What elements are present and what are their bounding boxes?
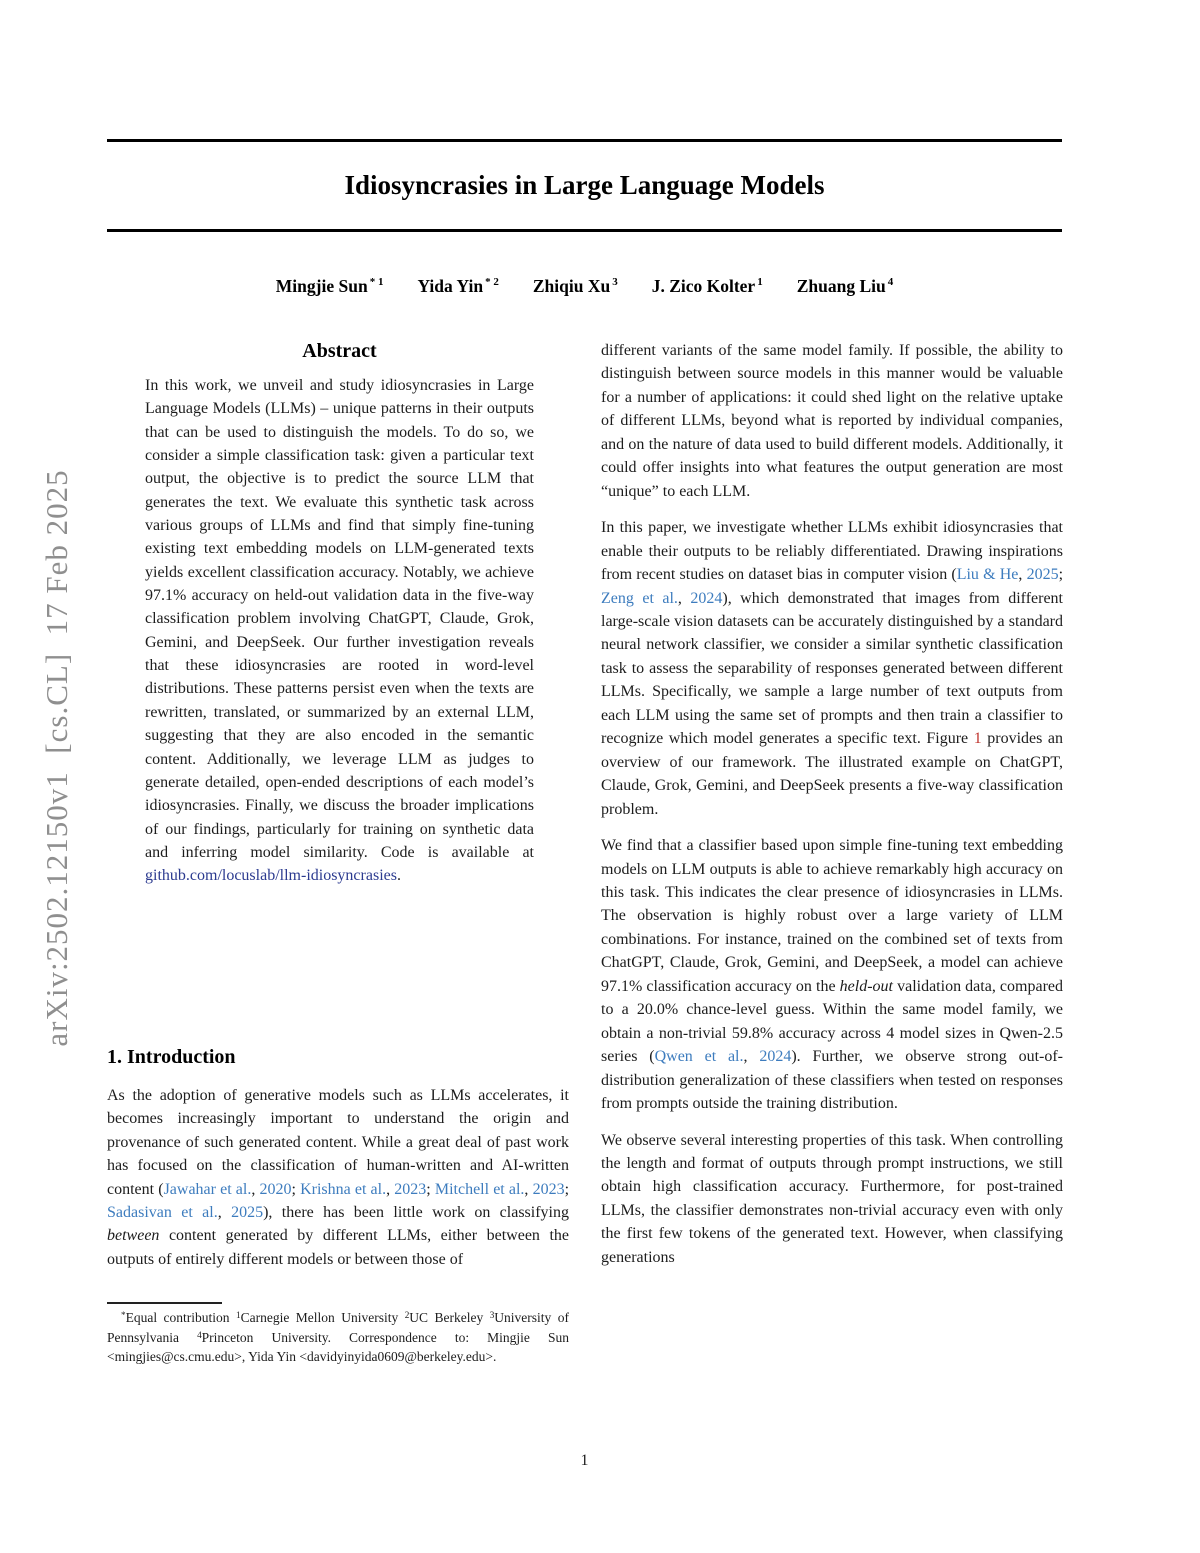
figure-ref-link[interactable]: 1 <box>973 730 982 748</box>
citation-link[interactable]: Zeng et al. <box>601 589 678 607</box>
text-segment: ), there has been little work on classifying <box>263 1204 570 1222</box>
text-segment: ; <box>1058 566 1064 584</box>
author <box>652 276 763 297</box>
citation-link[interactable]: 2025 <box>1026 566 1059 584</box>
text-segment: In this paper, we investigate whether LLMs exhibit idiosyncrasies that enable their outputs to be reliably differentiated. Drawing inspirations from recent studies on dataset bias in computer vision ( <box>601 519 1063 584</box>
text-segment: , <box>1018 566 1027 584</box>
introduction-paragraph <box>107 1084 569 1271</box>
section-heading-introduction: 1. Introduction <box>107 1046 236 1068</box>
text-segment: , <box>251 1180 260 1198</box>
text-segment: provides an overview of our framework. The illustrated example on ChatGPT, Claude, Grok, Gemini, and DeepSeek presents a five-way classification problem. <box>601 730 1064 818</box>
citation-link[interactable]: 2025 <box>231 1204 264 1222</box>
citation-link[interactable]: 2020 <box>259 1180 292 1198</box>
citation-link[interactable]: Liu & He <box>956 566 1019 584</box>
emphasis-text: between <box>107 1227 160 1245</box>
citation-link[interactable]: Qwen et al. <box>654 1048 744 1066</box>
citation-link[interactable]: Sadasivan et al. <box>107 1204 218 1222</box>
abstract-heading: Abstract <box>302 340 377 362</box>
text-segment: content generated by different LLMs, either between the outputs of entirely different models or between those of <box>107 1227 569 1268</box>
citation-link[interactable]: 2024 <box>759 1048 792 1066</box>
author-name: Zhiqiu Xu <box>532 276 611 296</box>
text-segment: ), which demonstrated that images from different large-scale vision datasets can be accurately distinguished by a standard neural network classifier, we consider a similar synthetic classification task to assess the separability of responses generated between different LLMs. Specifically, we sample a large number of text outputs from each LLM using the same set of prompts and then train a classifier to recognize which model generates a specific text. Figure <box>601 589 1064 748</box>
body-paragraph <box>601 834 1063 1115</box>
text-segment: Carnegie Mellon University <box>240 1310 405 1325</box>
text-segment: , <box>217 1204 232 1222</box>
page-number: 1 <box>580 1452 589 1469</box>
author-affiliation-sup: 1 <box>757 276 763 288</box>
text-segment: Equal contribution <box>125 1310 236 1325</box>
paper-title: Idiosyncrasies in Large Language Models <box>344 170 825 200</box>
text-segment: We find that a classifier based upon simple fine-tuning text embedding models on LLM outputs is able to achieve remarkably high accuracy on this task. This indicates the clear presence of idiosyncrasies in LLMs. The observation is highly robust over a large variety of LLM combinations. For instance, trained on the combined set of texts from ChatGPT, Claude, Grok, Gemini, and DeepSeek, a model can achieve 97.1% classification accuracy on the <box>601 837 1063 995</box>
body-paragraph <box>601 516 1063 821</box>
citation-link[interactable]: Mitchell et al. <box>434 1180 525 1198</box>
abstract-text <box>145 374 534 888</box>
superscript: 3 <box>489 1309 495 1320</box>
text-segment: different variants of the same model family. If possible, the ability to distinguish between source models in this manner would be valuable for a number of applications: it could shed light on the relative uptake of different LLMs, beyond what is reported by individual companies, and on the nature of data used to build different models. Additionally, it could offer insights into what features the output generation are most “unique” to each LLM. <box>601 342 1063 500</box>
text-segment: ; <box>426 1180 435 1198</box>
author-affiliation-sup: * 1 <box>369 276 384 288</box>
citation-link[interactable]: 2023 <box>532 1180 565 1198</box>
body-paragraph <box>601 339 1063 503</box>
text-segment: . <box>396 867 401 885</box>
text-segment: ). Further, we observe strong out-of-distribution generalization of these classifiers when tested on responses from prompts outside the training distribution. <box>601 1048 1064 1113</box>
title-rule-top <box>107 139 1062 142</box>
citation-link[interactable]: 2024 <box>690 589 723 607</box>
author-name: J. Zico Kolter <box>651 276 756 296</box>
superscript: 1 <box>236 1309 241 1320</box>
author-affiliation-sup: 4 <box>887 276 894 288</box>
body-paragraph <box>601 1129 1063 1270</box>
superscript: 2 <box>404 1309 410 1320</box>
emphasis-text: held-out <box>839 977 893 995</box>
author-affiliation-sup: 3 <box>612 276 618 288</box>
text-segment: validation data, compared to a 20.0% chance-level guess. Within the same model family, we obtain a non-trivial 59.8% accuracy across 4 model sizes in Qwen-2.5 series ( <box>601 977 1064 1066</box>
author <box>276 276 384 297</box>
text-segment: We observe several interesting properties of this task. When controlling the length and format of outputs through prompt instructions, we still obtain high classification accuracy. Furthermore, for post-trained LLMs, the classifier demonstrates non-trivial accuracy even with only the first few tokens of the generated text. However, when classifying generations <box>601 1131 1063 1266</box>
text-segment: , <box>386 1180 395 1198</box>
citation-link[interactable]: Jawahar et al. <box>163 1180 252 1198</box>
text-segment: Princeton University. Correspondence to: Mingjie Sun <mingjies@cs.cmu.edu>, Yida Yin <davidyinyida0609@berkeley.edu>. <box>107 1329 569 1365</box>
author <box>417 276 498 297</box>
text-segment: As the adoption of generative models such as LLMs accelerates, it becomes increasingly important to understand the origin and provenance of such generated content. While a great deal of past work has focused on the classification of human-written and AI-written content ( <box>107 1087 569 1198</box>
author <box>533 276 618 297</box>
text-segment: , <box>524 1180 533 1198</box>
text-segment: ; <box>564 1180 570 1198</box>
citation-link[interactable]: 2023 <box>394 1180 427 1198</box>
title-rule-bottom <box>107 229 1062 232</box>
arxiv-watermark: arXiv:2502.12150v1 [cs.CL] 17 Feb 2025 <box>39 469 74 1047</box>
author-name: Mingjie Sun <box>275 276 368 296</box>
citation-link[interactable]: Krishna et al. <box>300 1180 387 1198</box>
external-link[interactable]: github.com/locuslab/llm-idiosyncrasies <box>145 867 397 885</box>
text-segment: UC Berkeley <box>409 1310 490 1325</box>
author-name: Zhuang Liu <box>796 276 886 296</box>
author <box>797 276 894 297</box>
text-segment: , <box>743 1048 760 1066</box>
footnote-text <box>107 1309 569 1366</box>
authors-row <box>107 276 1062 297</box>
superscript: * <box>121 1309 126 1320</box>
author-affiliation-sup: * 2 <box>485 276 499 288</box>
text-segment: ; <box>291 1180 301 1198</box>
superscript: 4 <box>197 1329 202 1340</box>
text-segment: University of Pennsylvania <box>107 1310 569 1345</box>
author-name: Yida Yin <box>417 276 484 296</box>
right-column <box>601 339 1063 1282</box>
text-segment: , <box>677 589 691 607</box>
text-segment: In this work, we unveil and study idiosyncrasies in Large Language Models (LLMs) – unique patterns in their outputs that can be used to distinguish the models. To do so, we consider a simple classification task: given a particular text output, the objective is to predict the source LLM that generates the text. We evaluate this synthetic task across various groups of LLMs and find that simply fine-tuning existing text embedding models on LLM-generated texts yields excellent classification accuracy. Notably, we achieve 97.1% accuracy on held-out validation data in the five-way classification problem involving ChatGPT, Claude, Grok, Gemini, and DeepSeek. Our further investigation reveals that these idiosyncrasies are rooted in word-level distributions. These patterns persist even when the texts are rewritten, translated, or summarized by an external LLM, suggesting that they are also encoded in the semantic content. Additionally, we leverage LLM as judges to generate detailed, open-ended descriptions of each model’s idiosyncrasies. Finally, we discuss the broader implications of our findings, particularly for training on synthetic data and inferring model similarity. Code is available at <box>145 377 534 861</box>
footnote-rule <box>107 1302 222 1304</box>
